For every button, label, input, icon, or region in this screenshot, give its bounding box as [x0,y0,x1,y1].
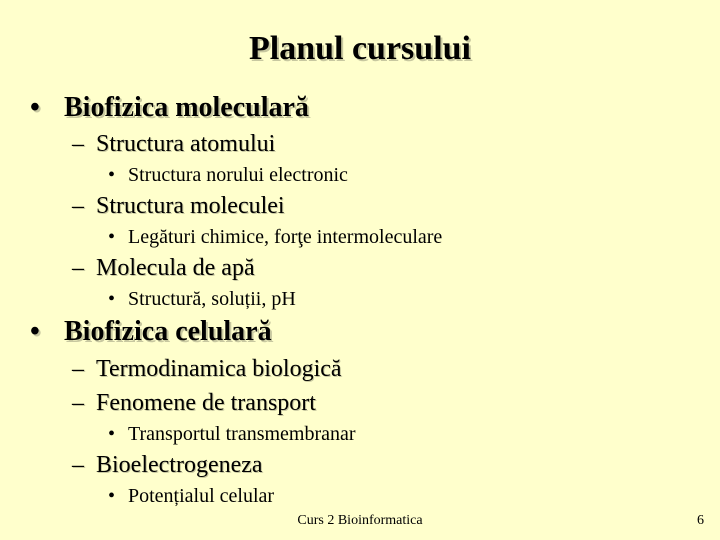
outline-text: Transportul transmembranar [128,423,356,445]
outline-item-level3 [108,288,296,311]
outline-item-level2 [72,131,275,158]
outline-item-level2 [72,255,255,282]
outline-item-level2 [72,390,316,417]
outline-text: Biofizica moleculară [64,92,309,123]
outline-item-level2 [72,193,285,220]
slide-number: 6 [697,513,704,528]
outline-text: Molecula de apă [96,255,255,281]
outline-text: Legături chimice, forţe intermoleculare [128,226,443,248]
dash-marker: – [72,356,84,382]
bullet-marker: • [30,92,40,123]
outline-text: Fenomene de transport [96,390,316,416]
bullet-marker: • [108,423,116,445]
dash-marker: – [72,193,84,219]
dash-marker: – [72,255,84,281]
outline-item-level2 [72,452,263,479]
dash-marker: – [72,452,84,478]
footer-course-label: Curs 2 Bioinformatica [297,513,423,528]
dash-marker: – [72,390,84,416]
bullet-marker: • [108,288,116,310]
outline-text: Structura norului electronic [128,164,348,186]
outline-item-level1 [30,92,309,124]
outline-item-level3 [108,485,274,508]
bullet-marker: • [108,226,116,248]
bullet-marker: • [30,316,40,347]
outline-text: Biofizica celulară [64,316,272,347]
bullet-marker: • [108,164,116,186]
outline-item-level2 [72,356,342,383]
outline-item-level1 [30,316,272,348]
outline-text: Structura moleculei [96,193,285,219]
outline-text: Termodinamica biologică [96,356,342,382]
dash-marker: – [72,131,84,157]
outline-item-level3 [108,423,356,446]
outline-text: Potențialul celular [128,485,275,507]
outline-text: Bioelectrogeneza [96,452,263,478]
bullet-marker: • [108,485,116,507]
outline-text: Structura atomului [96,131,276,157]
slide-title: Planul cursului [248,30,471,67]
outline-item-level3 [108,226,442,249]
outline-item-level3 [108,164,348,187]
outline-text: Structură, soluții, pH [128,288,296,310]
